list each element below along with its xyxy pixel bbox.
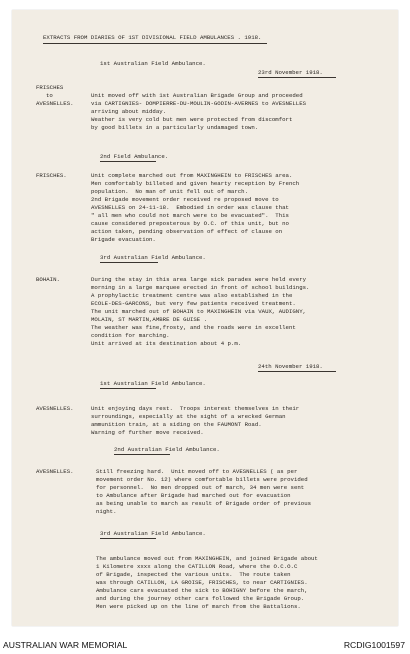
text-line: Brigade evacuation.: [91, 236, 156, 243]
text-line: 1 Kilometre xxxx along the CATILLON Road, where the O.C.O.C: [96, 563, 298, 570]
text-line: movement order No. 12) where comfortable billets were provided: [96, 476, 308, 483]
text-line: Unit moved off with 1st Australian Brigade Group and proceeded: [91, 92, 303, 99]
text-line: Warning of further move received.: [91, 429, 204, 436]
text-line: arriving about midday.: [91, 108, 167, 115]
section-heading: 3rd Australian Field Ambulance.: [100, 530, 206, 537]
text-line: and during the journey other cars followed the Brigade Group.: [96, 595, 305, 602]
place-name: AVESNELLES.: [36, 100, 74, 107]
heading-underline: [114, 454, 170, 455]
section-heading: 1st Australian Field Ambulance.: [100, 60, 206, 67]
place-name: AVESNELLES.: [36, 405, 74, 412]
text-line: Unit complete marched out from MAXINGHEIN to FRISCHES area.: [91, 172, 293, 179]
place-name: AVESNELLES.: [36, 468, 74, 475]
section-heading: 2nd Field Ambulance.: [100, 153, 169, 160]
place-name: BOHAIN.: [36, 276, 60, 283]
text-line: A prophylactic treatment centre was also established in the: [91, 292, 293, 299]
text-line: The ambulance moved out from MAXINGHEIN, and joined Brigade about: [96, 555, 318, 562]
entry-date: 23rd November 1918.: [258, 69, 323, 76]
text-line: Ambulance cars evacuated the sick to BOHIGNY before the march,: [96, 587, 308, 594]
document-page: [12, 10, 398, 626]
text-line: as being unable to march as result of Brigade order of previous: [96, 500, 312, 507]
text-line: The unit marched out of BOHAIN to MAXINGHEIN via VAUX, AUDIGNY,: [91, 308, 307, 315]
place-name: to: [46, 92, 53, 99]
text-line: population. No man of unit fell out of march.: [91, 188, 249, 195]
section-heading: 3rd Australian Field Ambulance.: [100, 254, 206, 261]
place-name: FRISCHES: [36, 84, 64, 91]
text-line: cause considered preposterous by O.C. of this unit, but no: [91, 220, 289, 227]
section-heading: 2nd Australian Field Ambulance.: [114, 446, 220, 453]
text-line: Unit enjoying days rest. Troops interest themselves in their: [91, 405, 300, 412]
heading-underline: [100, 388, 156, 389]
text-line: was through CATILLON, LA GROISE, FRISCHES, to near CARTIGNIES.: [96, 579, 308, 586]
text-line: Men were picked up on the line of march from the Battalions.: [96, 603, 301, 610]
text-line: ammunition train, at a siding on the FAUMONT Road.: [91, 421, 262, 428]
text-line: for personnel. No men dropped out of march, 34 men were sent: [96, 484, 305, 491]
text-line: " all men who could not march were to be evacuated". This: [91, 212, 289, 219]
text-line: Men comfortably billeted and given hearty reception by French: [91, 180, 300, 187]
text-line: The weather was fine,frosty, and the roads were in excellent: [91, 324, 296, 331]
text-line: morning in a large marquee erected in front of school buildings.: [91, 284, 310, 291]
text-line: Weather is very cold but men were protected from discomfort: [91, 116, 293, 123]
footer-credit: AUSTRALIAN WAR MEMORIAL: [3, 640, 128, 650]
footer-record-id: RCDIG1001597: [343, 640, 405, 650]
text-line: surroundings, especially at the sight of a wrecked German: [91, 413, 286, 420]
text-line: condition for marching.: [91, 332, 170, 339]
text-line: to Ambulance after Brigade had marched out for evacuation: [96, 492, 291, 499]
text-line: ECOLE-DES-GARCONS, but very few patients received treatment.: [91, 300, 296, 307]
text-line: MOLAIN, ST MARTIN,AMBRE DE GUISE .: [91, 316, 208, 323]
text-line: Still freezing hard. Unit moved off to AVESNELLES ( as per: [96, 468, 298, 475]
text-line: Unit arrived at its destination about 4 p.m.: [91, 340, 242, 347]
heading-underline: [100, 161, 156, 162]
document-title: EXTRACTS FROM DIARIES OF 1ST DIVISIONAL FIELD AMBULANCES . 1918.: [43, 34, 262, 41]
title-underline: [43, 43, 267, 44]
place-name: FRISCHES.: [36, 172, 67, 179]
text-line: action taken, pending observation of effect of clause on: [91, 228, 283, 235]
date-underline: [258, 77, 336, 78]
text-line: by good billets in a particularly undamaged town.: [91, 124, 259, 131]
heading-underline: [100, 538, 156, 539]
text-line: 2nd Brigade movement order received re proposed move to: [91, 196, 279, 203]
entry-date: 24th November 1918.: [258, 363, 323, 370]
text-line: via CARTIGNIES- DOMPIERRE-DU-MOULIN-GODIN-AVERNES to AVESNELLES: [91, 100, 307, 107]
text-line: of Brigade, inspected the various units. The route taken: [96, 571, 291, 578]
text-line: night.: [96, 508, 117, 515]
date-underline: [258, 371, 336, 372]
heading-underline: [100, 262, 158, 263]
text-line: AVESNELLES on 24-11-18. Embodied in order was clause that: [91, 204, 289, 211]
section-heading: 1st Australian Field Ambulance.: [100, 380, 206, 387]
text-line: During the stay in this area large sick parades were held every: [91, 276, 307, 283]
